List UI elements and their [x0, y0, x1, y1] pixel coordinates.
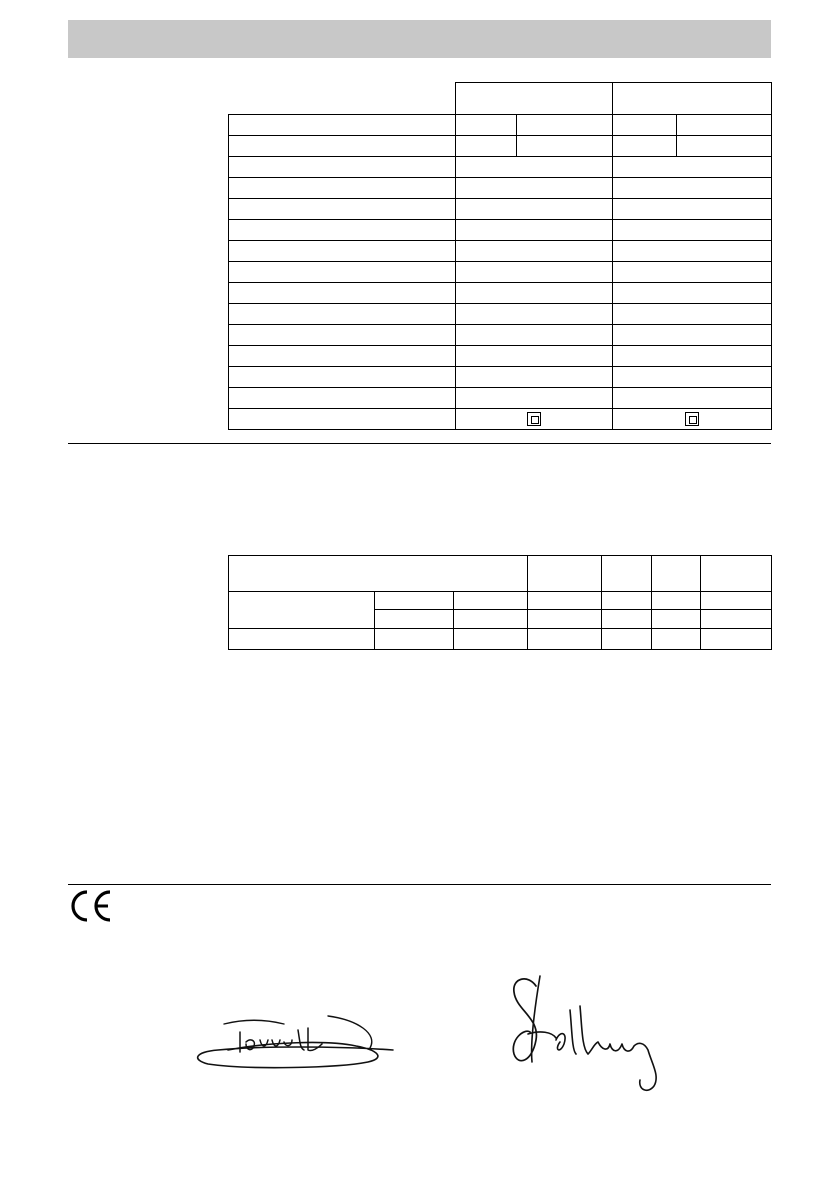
spec-cell — [456, 136, 517, 157]
spec-cell — [613, 388, 772, 409]
section-divider — [68, 443, 771, 444]
spec-row-label — [229, 220, 456, 241]
spec-cell — [613, 325, 772, 346]
table-row — [229, 346, 772, 367]
noise-header-cell — [528, 556, 602, 592]
spec-table-header — [229, 83, 772, 115]
spec-cell — [677, 136, 772, 157]
spec-cell — [456, 346, 613, 367]
spec-cell — [456, 283, 613, 304]
spec-row-label — [229, 304, 456, 325]
noise-cell — [701, 610, 772, 629]
spec-row-label — [229, 157, 456, 178]
spec-cell — [613, 283, 772, 304]
spec-cell — [517, 136, 613, 157]
spec-table — [228, 82, 772, 430]
noise-table — [228, 555, 772, 650]
spec-cell — [456, 388, 613, 409]
header-bar — [68, 20, 771, 58]
spec-cell — [613, 157, 772, 178]
noise-cell — [652, 610, 701, 629]
noise-row-label — [229, 629, 375, 650]
spec-column-header — [613, 83, 772, 115]
noise-cell — [375, 629, 454, 650]
table-row — [229, 629, 772, 650]
noise-header-cell — [229, 556, 528, 592]
noise-cell — [528, 592, 602, 610]
spec-cell — [456, 304, 613, 325]
table-row — [229, 367, 772, 388]
spec-cell — [456, 367, 613, 388]
spec-cell — [613, 199, 772, 220]
spec-row-label — [229, 262, 456, 283]
spec-cell — [456, 409, 613, 430]
spec-cell — [613, 367, 772, 388]
spec-cell — [613, 304, 772, 325]
spec-row-label — [229, 325, 456, 346]
noise-cell — [652, 629, 701, 650]
noise-header-cell — [602, 556, 652, 592]
spec-cell — [456, 325, 613, 346]
noise-cell — [528, 629, 602, 650]
spec-row-label — [229, 409, 456, 430]
spec-cell — [613, 136, 677, 157]
noise-cell — [701, 629, 772, 650]
table-row — [229, 136, 772, 157]
spec-header-blank — [229, 83, 456, 115]
table-row — [229, 388, 772, 409]
table-row — [229, 556, 772, 592]
table-row — [229, 262, 772, 283]
spec-cell — [613, 262, 772, 283]
spec-row-label — [229, 346, 456, 367]
spec-row-label — [229, 388, 456, 409]
spec-cell — [613, 115, 677, 136]
spec-cell — [613, 241, 772, 262]
noise-cell — [528, 610, 602, 629]
table-row — [229, 304, 772, 325]
table-row — [229, 283, 772, 304]
spec-cell — [456, 178, 613, 199]
noise-cell — [701, 592, 772, 610]
spec-cell — [456, 199, 613, 220]
table-row — [229, 241, 772, 262]
double-square-class-ii-icon — [685, 412, 699, 426]
handwritten-signature-icon — [500, 970, 668, 1098]
ce-mark-icon — [68, 888, 114, 924]
spec-column-header — [456, 83, 613, 115]
table-row — [229, 592, 772, 610]
noise-cell — [454, 629, 528, 650]
spec-cell — [613, 346, 772, 367]
table-row — [229, 115, 772, 136]
table-row — [229, 409, 772, 430]
table-row — [229, 178, 772, 199]
noise-cell — [375, 610, 454, 629]
spec-row-label — [229, 367, 456, 388]
table-row — [229, 199, 772, 220]
noise-cell — [602, 610, 652, 629]
spec-row-label — [229, 241, 456, 262]
spec-cell — [456, 157, 613, 178]
noise-header-cell — [652, 556, 701, 592]
spec-row-label — [229, 136, 456, 157]
spec-cell — [613, 220, 772, 241]
spec-row-label — [229, 283, 456, 304]
footer-divider — [68, 884, 771, 885]
spec-cell — [613, 409, 772, 430]
noise-row-label — [229, 592, 375, 629]
noise-cell — [602, 629, 652, 650]
spec-cell — [456, 115, 517, 136]
spec-row-label — [229, 178, 456, 199]
spec-row-label — [229, 115, 456, 136]
spec-cell — [456, 220, 613, 241]
spec-cell — [517, 115, 613, 136]
table-row — [229, 325, 772, 346]
noise-cell — [652, 592, 701, 610]
spec-row-label — [229, 199, 456, 220]
spec-cell — [456, 241, 613, 262]
spec-cell — [677, 115, 772, 136]
noise-header-cell — [701, 556, 772, 592]
spec-cell — [613, 178, 772, 199]
double-square-class-ii-icon — [527, 412, 541, 426]
noise-cell — [454, 610, 528, 629]
handwritten-signature-icon — [188, 1012, 400, 1074]
noise-cell — [375, 592, 454, 610]
noise-cell — [454, 592, 528, 610]
table-row — [229, 220, 772, 241]
table-row — [229, 157, 772, 178]
noise-cell — [602, 592, 652, 610]
spec-cell — [456, 262, 613, 283]
